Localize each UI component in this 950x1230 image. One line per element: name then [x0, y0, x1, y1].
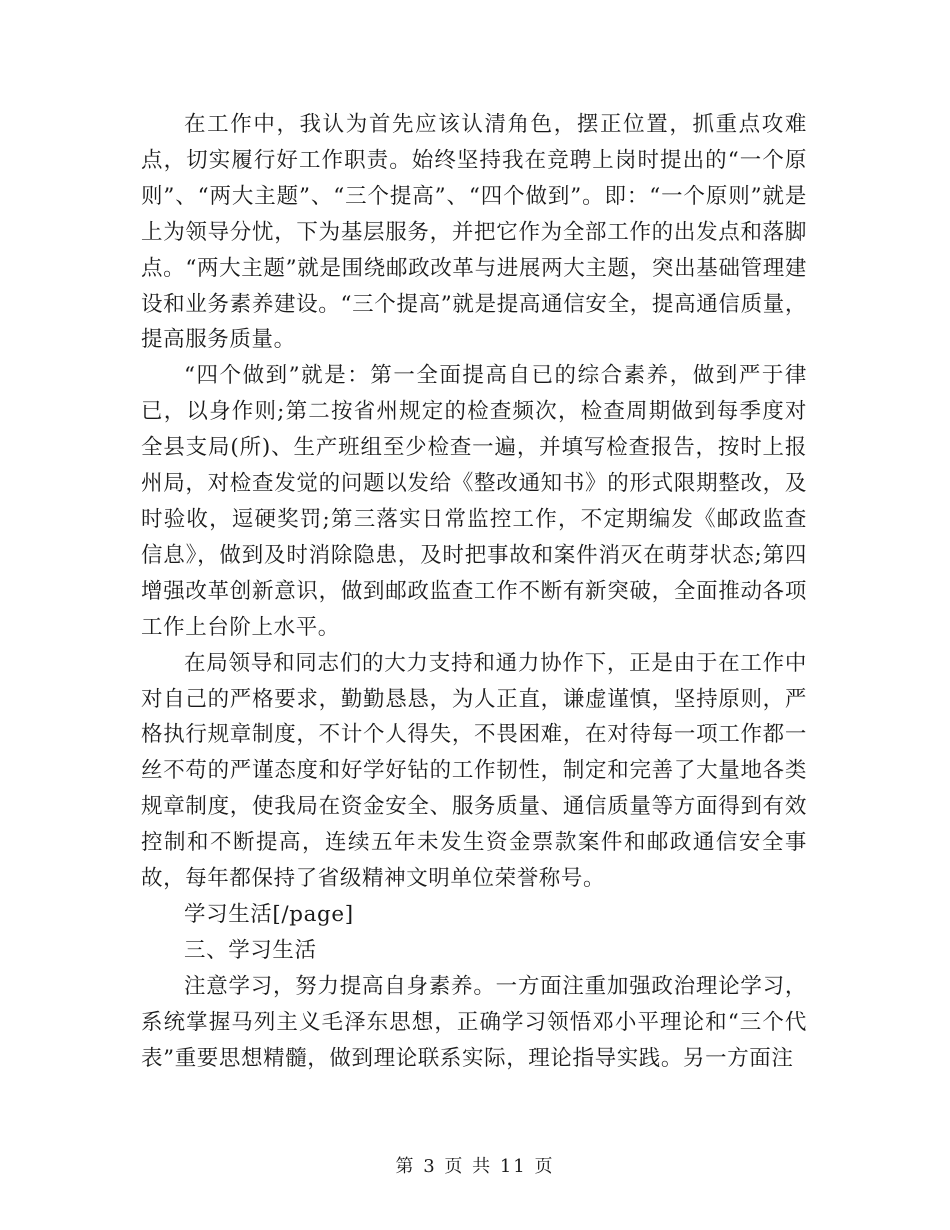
document-body [141, 107, 807, 1076]
paragraph-study: 注意学习，努力提高自身素养。一方面注重加强政治理论学习，系统掌握马列主义毛泽东思想，正确学习领悟邓小平理论和“三个代表”重要思想精髓，做到理论联系实际，理论指导实践。另一方面注 [141, 973, 807, 1071]
section-heading-study-life: 三、学习生活 [184, 937, 317, 963]
paragraph-page-marker: 学习生活[/page] [184, 901, 354, 927]
page-number-footer: 第 3 页 共 11 页 [395, 1156, 555, 1177]
paragraph-support-results: 在局领导和同志们的大力支持和通力协作下，正是由于在工作中对自己的严格要求，勤勤恳恳，为人正直，谦虚谨慎，坚持原则，严格执行规章制度，不计个人得失，不畏困难，在对待每一项工作都一丝不苟的严谨态度和好学好钻的工作韧性，制定和完善了大量地各类规章制度，使我局在资金安全、服务质量、通信质量等方面得到有效控制和不断提高，连续五年未发生资金票款案件和邮政通信安全事故，每年都保持了省级精神文明单位荣誉称号。 [141, 650, 807, 892]
paragraph-four-achievements: “四个做到”就是：第一全面提高自已的综合素养，做到严于律已，以身作则;第二按省州规定的检查频次，检查周期做到每季度对全县支局(所)、生产班组至少检查一遍，并填写检查报告，按时上报州局，对检查发觉的问题以发给《整改通知书》的形式限期整改，及时验收，逗硬奖罚;第三落实日常监控工作，不定期编发《邮政监查信息》，做到及时消除隐患，及时把事故和案件消灭在萌芽状态;第四增强改革创新意识，做到邮政监查工作不断有新突破，全面推动各项工作上台阶上水平。 [141, 363, 807, 640]
paragraph-work-principles: 在工作中，我认为首先应该认清角色，摆正位置，抓重点攻难点，切实履行好工作职责。始终坚持我在竞聘上岗时提出的“一个原则”、“两大主题”、“三个提高”、“四个做到”。即：“一个原则”就是上为领导分忧，下为基层服务，并把它作为全部工作的出发点和落脚点。“两大主题”就是围绕邮政改革与进展两大主题，突出基础管理建设和业务素养建设。“三个提高”就是提高通信安全，提高通信质量，提高服务质量。 [141, 112, 807, 353]
